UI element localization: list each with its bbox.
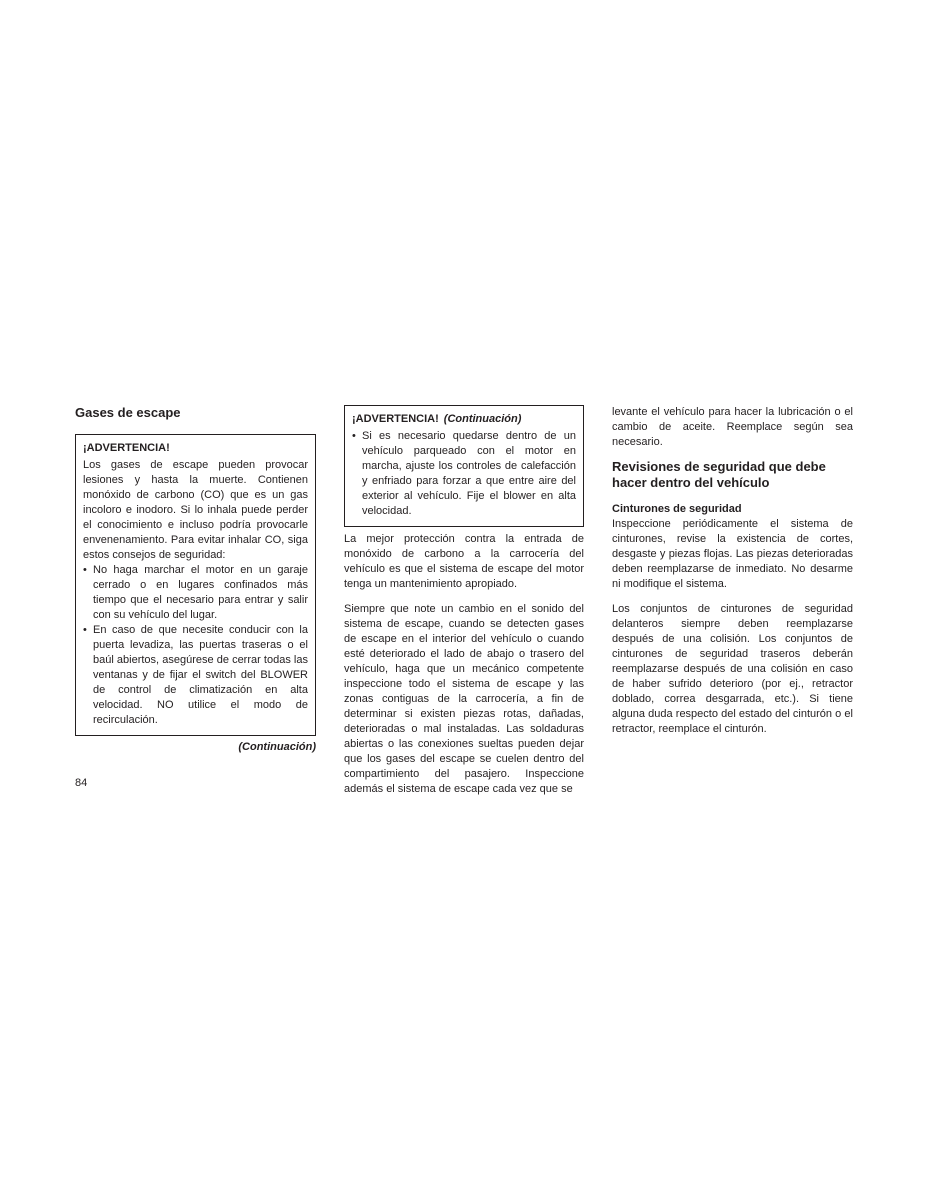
warning-box-continued [344, 405, 584, 527]
subsection-title-seat-belts: Cinturones de seguridad [612, 503, 742, 515]
warning-bullet: • No haga marchar el motor en un garaje cerrado o en lugares confinados más tiempo que el necesario para entrar y salir con su vehículo del lugar. [83, 563, 308, 623]
warning-title: ¡ADVERTENCIA! [83, 442, 170, 454]
warning-title [352, 412, 576, 427]
paragraph: Inspeccione periódicamente el sistema de cinturones, revise la existencia de cortes, desgaste y piezas flojas. Las piezas deterioradas deben reemplazarse de inmediato. No desarme ni modifique el sistema. [612, 518, 853, 590]
paragraph: Siempre que note un cambio en el sonido del sistema de escape, cuando se detecten gases de escape en el interior del vehículo o cuando esté deteriorado el lado de abajo o trasero del vehículo, haga que un mecánico competente inspeccione todo el sistema de escape y las zonas contiguas de la carrocería, a fin de determinar si existen piezas rotas, dañadas, deterioradas o mal instaladas. Las soldaduras abiertas o las conexiones sueltas pueden dejar que los gases del escape se cuelen dentro del compartimiento del pasajero. Inspeccione además el sistema de escape cada vez que se [344, 603, 584, 795]
page-number: 84 [75, 777, 88, 789]
paragraph: Los conjuntos de cinturones de seguridad delanteros siempre deben reemplazarse después de una colisión. Los conjuntos de cinturones de seguridad traseros deberán reemplazarse después de una colisión en caso de haber sufrido deterioro (por ej., retractor doblado, correa desgarrada, etc.). Si tiene alguna duda respecto del estado del cinturón o el retractor, reemplace el cinturón. [612, 603, 853, 735]
column-1 [75, 405, 316, 753]
paragraph: La mejor protección contra la entrada de monóxido de carbono a la carrocería del vehículo es que el sistema de escape del motor tenga un mantenimiento apropiado. [344, 533, 584, 590]
section-title-exhaust-gases: Gases de escape [75, 405, 181, 420]
paragraph-continuation: levante el vehículo para hacer la lubricación o el cambio de aceite. Reemplace según sea necesario. [612, 406, 853, 448]
column-2 [344, 405, 584, 807]
warning-bullet: • En caso de que necesite conducir con la puerta levadiza, las puertas traseras o el baúl abiertos, asegúrese de cerrar todas las ventanas y de fijar el switch del BLOWER de control de climatización en alta velocidad. NO utilice el modo de recirculación. [83, 623, 308, 728]
column-3 [612, 405, 853, 747]
warning-intro: Los gases de escape pueden provocar lesiones y hasta la muerte. Contienen monóxido de carbono (CO) que es un gas incoloro e inodoro. Si lo inhala puede perder el conocimiento e incluso podría provocarle envenenamiento. Para evitar inhalar CO, siga estos consejos de seguridad: [83, 459, 308, 561]
warning-box [75, 434, 316, 736]
warning-bullet-list [352, 429, 576, 519]
continued-label: (Continuación) [238, 741, 316, 753]
warning-title-text: ¡ADVERTENCIA! [352, 413, 439, 425]
warning-bullet-list [83, 563, 308, 728]
warning-continued-label: (Continuación) [443, 413, 522, 425]
warning-bullet: • Si es necesario quedarse dentro de un vehículo parqueado con el motor en marcha, ajuste los controles de calefacción y enfriado para forzar a que entre aire del exterior al vehículo. Fije el blower en alta velocidad. [352, 429, 576, 519]
section-title-safety-checks: Revisiones de seguridad que debe hacer dentro del vehículo [612, 459, 826, 490]
